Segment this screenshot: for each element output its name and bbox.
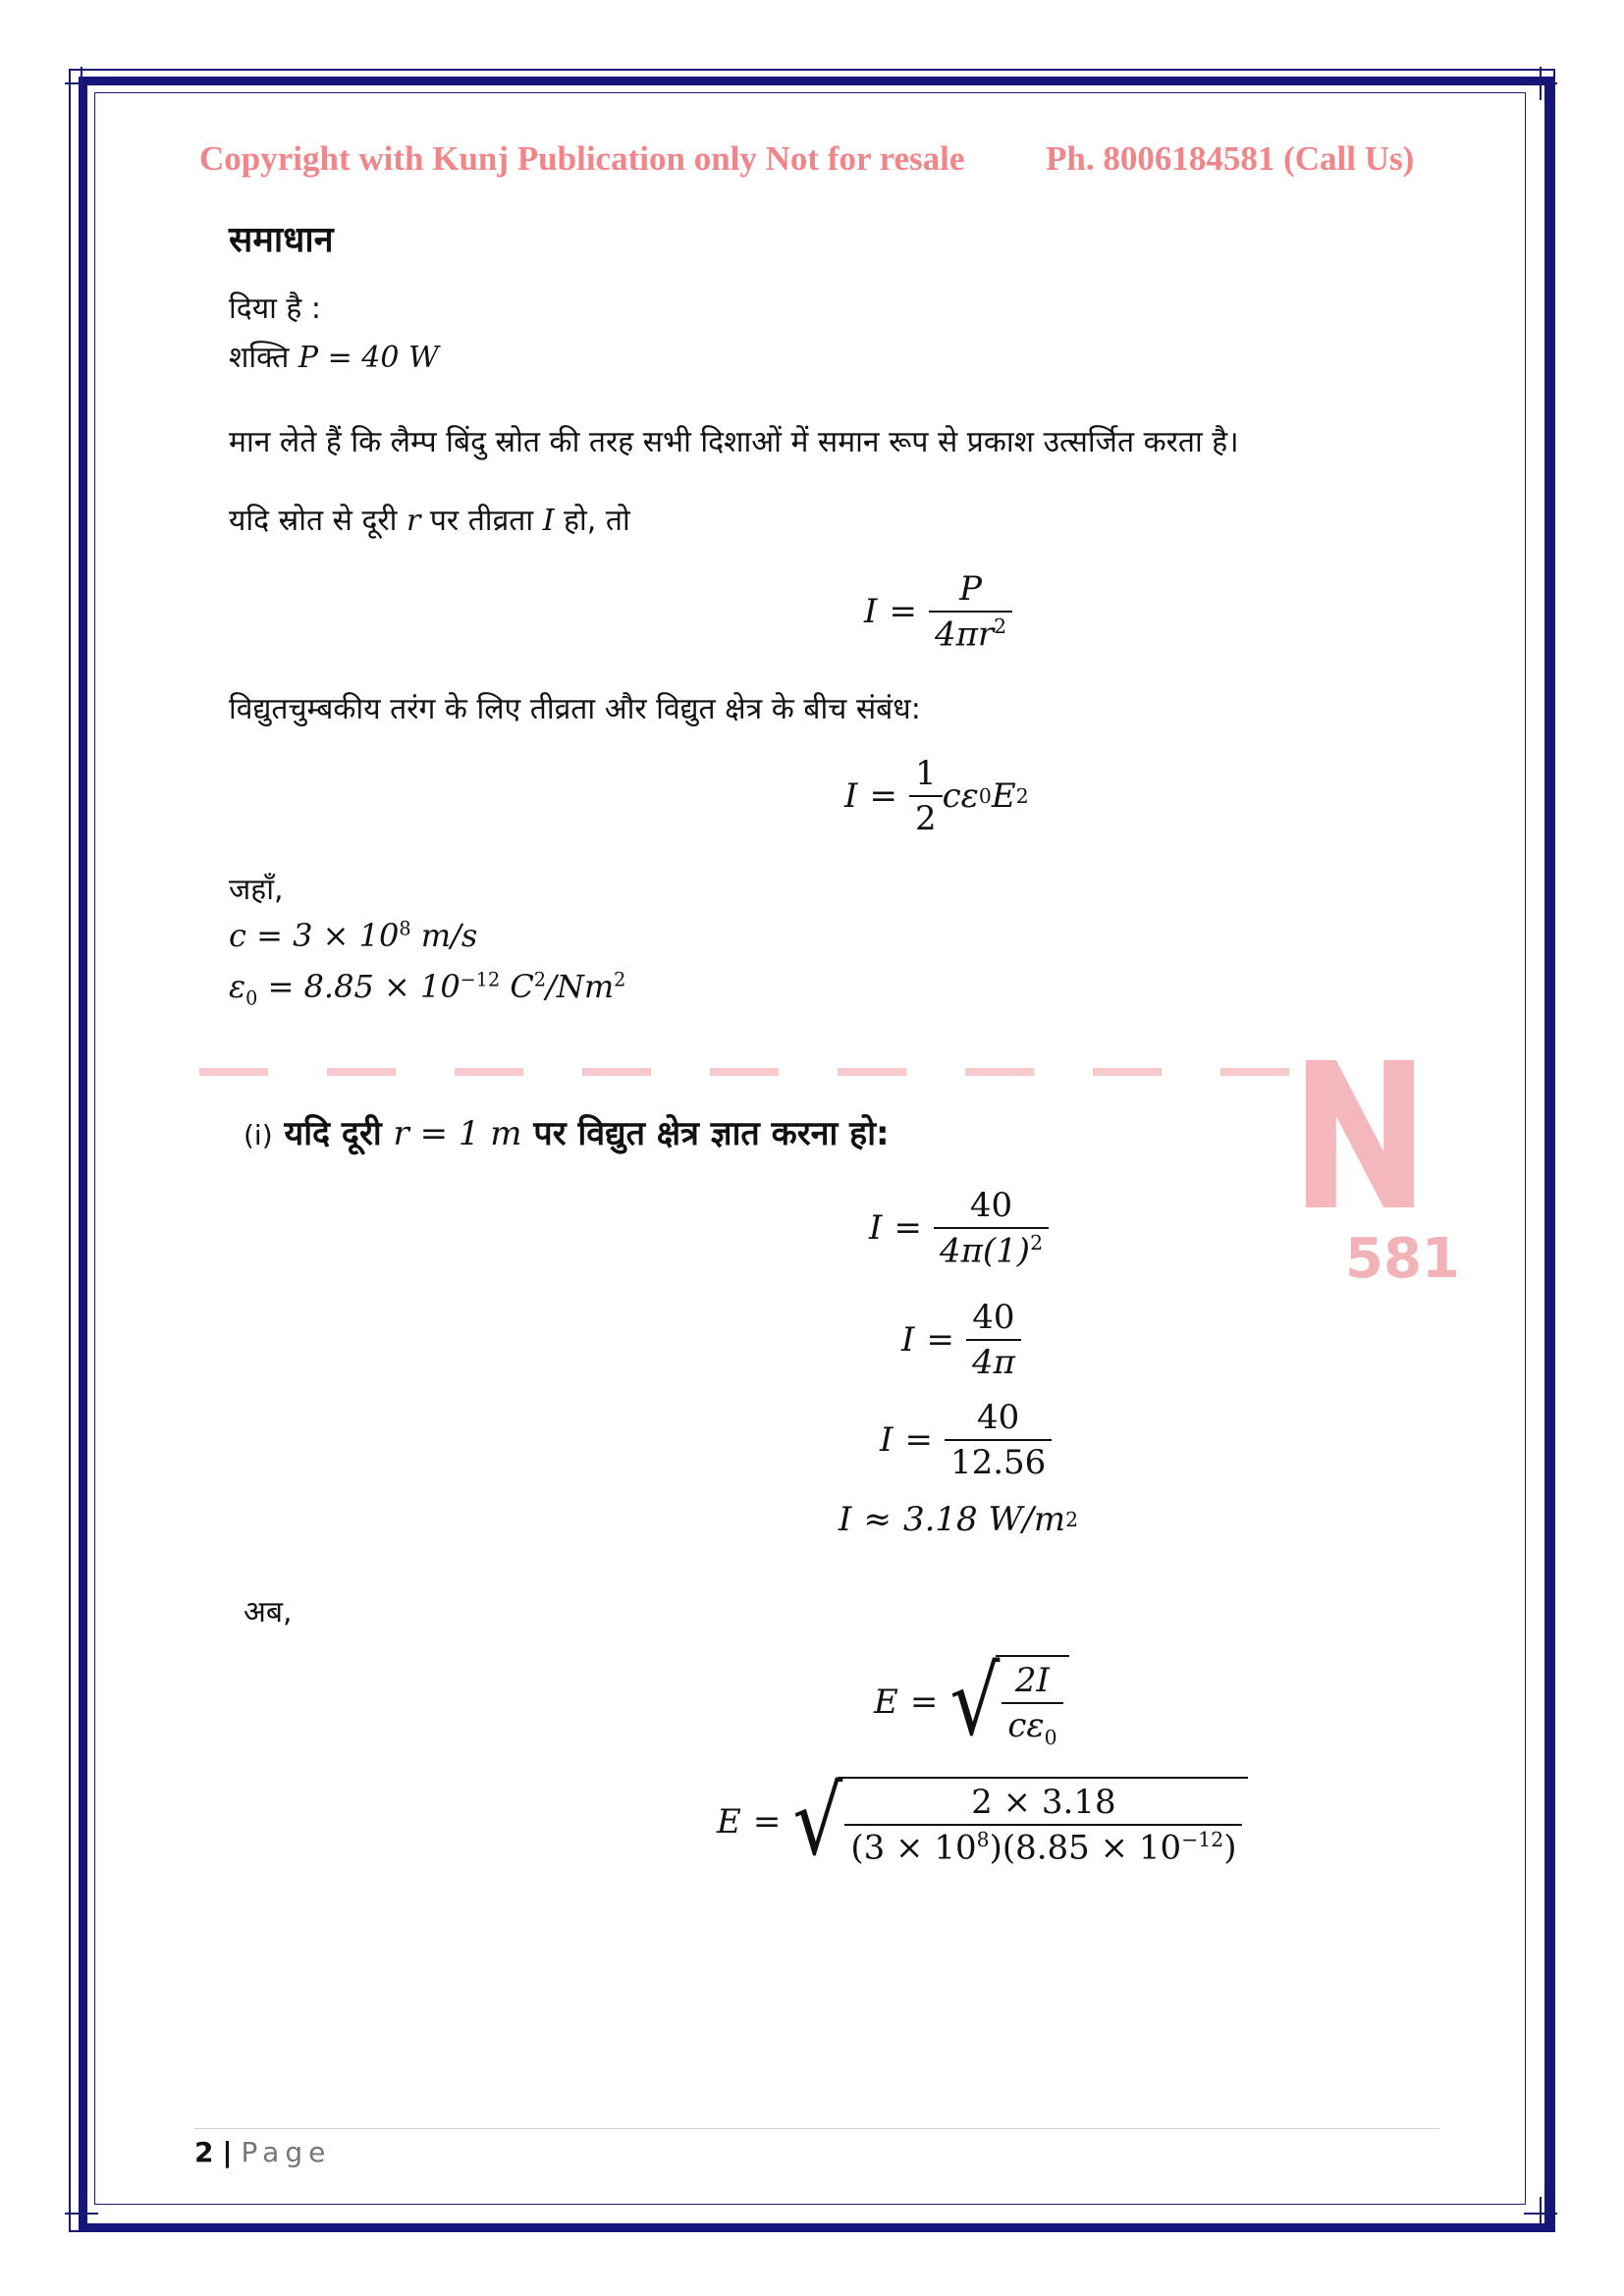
separator: | bbox=[222, 2136, 233, 2168]
den-text: )(8.85 × 10 bbox=[989, 1828, 1182, 1868]
unit: /Nm bbox=[546, 968, 615, 1005]
denominator bbox=[929, 611, 1012, 654]
fraction bbox=[929, 569, 1012, 654]
unit: C bbox=[510, 968, 534, 1005]
exponent: −12 bbox=[1181, 1828, 1224, 1851]
if-line-part: यदि स्रोत से दूरी bbox=[229, 504, 398, 538]
radicand bbox=[839, 1777, 1248, 1867]
eq-lhs: I bbox=[869, 1208, 883, 1249]
var-e: E bbox=[991, 776, 1016, 816]
numerator: 40 bbox=[972, 1298, 1015, 1337]
c-eps: cε bbox=[942, 776, 979, 816]
phone-number: Ph. 8006184581 (Call Us) bbox=[1046, 139, 1415, 178]
eq-lhs: E bbox=[874, 1682, 898, 1722]
square-root bbox=[792, 1766, 1248, 1877]
exponent: 8 bbox=[399, 917, 411, 940]
approx-sign: ≈ bbox=[863, 1500, 892, 1539]
eq-lhs: I bbox=[839, 1500, 852, 1539]
eq-sign: = bbox=[752, 1802, 782, 1842]
eq-sign: = bbox=[869, 776, 897, 816]
part-text: पर विद्युत क्षेत्र ज्ञात करना हो: bbox=[533, 1114, 890, 1153]
footer-divider bbox=[194, 2128, 1439, 2129]
corner-ornament bbox=[1524, 67, 1557, 100]
part-expr: r = 1 m bbox=[393, 1114, 522, 1153]
assumption-text: मान लेते हैं कि लैम्प बिंदु स्रोत की तरह सभी दिशाओं में समान रूप से प्रकाश उत्सर्जित करता है। bbox=[229, 425, 1239, 459]
den-text: cε bbox=[1007, 1706, 1045, 1745]
fraction bbox=[934, 1186, 1049, 1270]
numerator: 40 bbox=[976, 1398, 1020, 1437]
if-line-part: पर तीव्रता bbox=[429, 504, 534, 538]
page-number: 2 bbox=[194, 2136, 214, 2168]
exponent: 2 bbox=[614, 968, 626, 991]
equation-field-formula bbox=[874, 1646, 1069, 1757]
den-text: ) bbox=[1223, 1828, 1237, 1868]
corner-ornament bbox=[65, 2197, 98, 2230]
denominator bbox=[1001, 1702, 1062, 1749]
var-r: r bbox=[406, 504, 421, 538]
numerator: P bbox=[959, 569, 982, 609]
result-value: 3.18 W/m bbox=[902, 1500, 1066, 1539]
eps-symbol: ε bbox=[229, 968, 246, 1005]
numerator: 2 × 3.18 bbox=[971, 1783, 1116, 1822]
solution-heading: समाधान bbox=[229, 220, 334, 260]
eps-text: = 8.85 × 10 bbox=[267, 968, 460, 1005]
eq-sign: = bbox=[926, 1320, 954, 1360]
c-text: c = 3 × 10 bbox=[229, 917, 400, 954]
part-label: (i) bbox=[244, 1119, 273, 1151]
page-footer bbox=[194, 2136, 331, 2168]
eq-lhs: I bbox=[844, 776, 858, 816]
exponent: 2 bbox=[1015, 784, 1029, 808]
epsilon-value bbox=[229, 968, 625, 1009]
fraction bbox=[909, 754, 943, 838]
corner-ornament bbox=[1524, 2197, 1557, 2230]
exponent: 2 bbox=[1030, 1231, 1044, 1255]
den-text: (3 × 10 bbox=[850, 1828, 977, 1868]
watermark-text-strip bbox=[199, 1068, 1309, 1076]
exponent: 2 bbox=[994, 614, 1007, 638]
subscript: 0 bbox=[978, 784, 992, 808]
equation-step-3 bbox=[880, 1398, 1052, 1482]
numerator: 2I bbox=[1014, 1661, 1050, 1700]
eq-lhs: I bbox=[864, 592, 878, 632]
equation-intensity-field bbox=[844, 754, 1029, 838]
page-header bbox=[199, 139, 1436, 179]
eq-sign: = bbox=[909, 1682, 939, 1722]
denominator: 2 bbox=[909, 795, 943, 838]
numerator: 40 bbox=[969, 1186, 1013, 1225]
fraction bbox=[945, 1398, 1052, 1482]
fraction bbox=[1001, 1661, 1062, 1749]
numerator: 1 bbox=[914, 754, 937, 793]
page-word: Page bbox=[241, 2136, 332, 2168]
if-line-part: हो, तो bbox=[564, 504, 630, 538]
given-label: दिया है : bbox=[229, 292, 321, 326]
den-text: 4πr bbox=[934, 614, 995, 655]
watermark-digits: 581 bbox=[1345, 1227, 1460, 1291]
exponent: 8 bbox=[976, 1828, 990, 1851]
power-line bbox=[229, 336, 439, 376]
denominator bbox=[844, 1824, 1242, 1867]
corner-ornament bbox=[65, 67, 98, 100]
part-i-heading bbox=[244, 1109, 890, 1154]
power-label: शक्ति bbox=[229, 341, 290, 375]
equation-step-2 bbox=[901, 1298, 1021, 1382]
denominator: 4π bbox=[966, 1339, 1021, 1382]
exponent: 2 bbox=[533, 968, 547, 991]
eq-lhs: E bbox=[717, 1802, 741, 1842]
equation-intensity-result bbox=[839, 1500, 1078, 1539]
eq-sign: = bbox=[889, 592, 917, 632]
eq-lhs: I bbox=[901, 1320, 915, 1360]
fraction bbox=[966, 1298, 1021, 1382]
denominator: 12.56 bbox=[945, 1439, 1052, 1482]
now-label: अब, bbox=[244, 1595, 293, 1629]
exponent: −12 bbox=[460, 968, 501, 991]
relation-text: विद्युतचुम्बकीय तरंग के लिए तीव्रता और विद्युत क्षेत्र के बीच संबंध: bbox=[229, 692, 921, 726]
eq-sign: = bbox=[904, 1420, 933, 1460]
var-i: I bbox=[542, 504, 555, 538]
part-text: यदि दूरी bbox=[284, 1114, 382, 1153]
copyright-notice: Copyright with Kunj Publication only Not for resale bbox=[199, 139, 965, 178]
equation-step-1 bbox=[869, 1186, 1049, 1270]
if-line bbox=[229, 499, 630, 539]
where-label: जहाँ, bbox=[229, 873, 284, 907]
denominator bbox=[934, 1227, 1049, 1270]
equation-intensity bbox=[864, 569, 1012, 654]
eq-sign: = bbox=[893, 1208, 922, 1249]
den-text: 4π(1) bbox=[939, 1231, 1031, 1271]
c-value bbox=[229, 917, 477, 954]
square-root bbox=[949, 1646, 1068, 1757]
eq-lhs: I bbox=[880, 1420, 893, 1460]
fraction bbox=[844, 1783, 1242, 1867]
subscript: 0 bbox=[245, 987, 258, 1010]
power-expression: P = 40 W bbox=[298, 341, 439, 375]
radical-sign: √ bbox=[792, 1766, 843, 1877]
exponent: 2 bbox=[1065, 1508, 1079, 1531]
radical-sign: √ bbox=[949, 1646, 1001, 1757]
equation-field-substituted bbox=[717, 1766, 1248, 1877]
unit: m/s bbox=[420, 917, 478, 954]
radicand bbox=[996, 1655, 1068, 1749]
subscript: 0 bbox=[1044, 1725, 1057, 1749]
